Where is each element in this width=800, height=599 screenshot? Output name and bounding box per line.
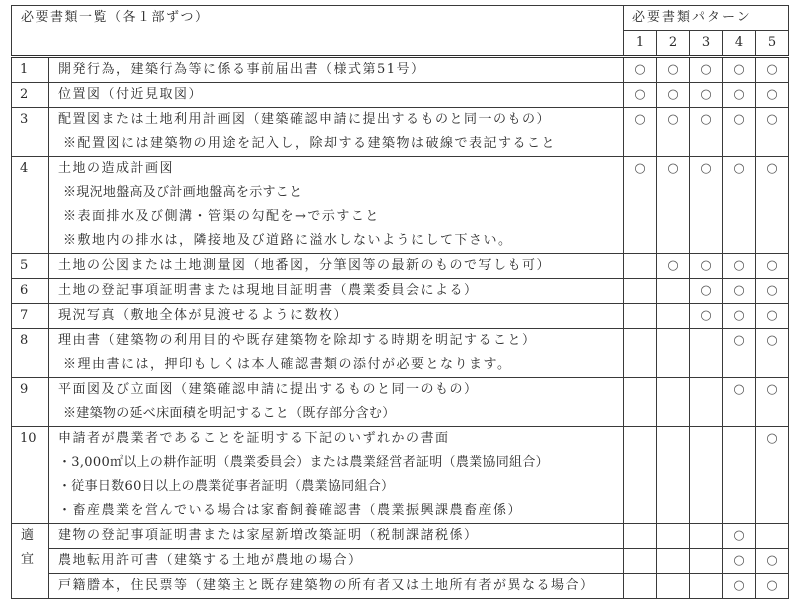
- pattern-mark: [690, 549, 723, 574]
- document-name: 配置図または土地利用計画図（建築確認申請に提出するものと同一のもの）: [58, 112, 552, 127]
- document-note: ※建築物の延べ床面積を明記すること（既存部分含む）: [63, 406, 396, 421]
- row-number: 8: [12, 329, 49, 378]
- table-row: [12, 108, 789, 157]
- pattern-mark: ○: [624, 83, 657, 108]
- table-row: [12, 427, 789, 524]
- pattern-mark: [657, 427, 690, 524]
- pattern-mark: ○: [723, 574, 756, 599]
- pattern-mark: [624, 549, 657, 574]
- pattern-mark: ○: [756, 574, 789, 599]
- pattern-mark: [624, 524, 657, 549]
- pattern-mark: [624, 329, 657, 378]
- row-number: 9: [12, 378, 49, 427]
- pattern-mark: [690, 378, 723, 427]
- pattern-mark: ○: [690, 254, 723, 279]
- pattern-mark: ○: [756, 427, 789, 524]
- document-description: [49, 549, 624, 574]
- pattern-mark: ○: [723, 83, 756, 108]
- row-number: 4: [12, 157, 49, 254]
- table-row: [12, 304, 789, 329]
- pattern-mark: [657, 524, 690, 549]
- document-description: [49, 378, 624, 427]
- pattern-mark: ○: [756, 157, 789, 254]
- document-description: [49, 108, 624, 157]
- table-row: [12, 157, 789, 254]
- pattern-mark: ○: [690, 279, 723, 304]
- document-name: 建物の登記事項証明書または家屋新増改築証明（税制課諸税係）: [58, 528, 479, 543]
- pattern-mark: ○: [690, 304, 723, 329]
- row-number: 2: [12, 83, 49, 108]
- pattern-mark: [624, 427, 657, 524]
- document-option: ・畜産農業を営んでいる場合は家畜飼養確認書（農業振興課農畜産係）: [58, 503, 523, 518]
- pattern-mark: [690, 574, 723, 599]
- as-needed-label: [12, 524, 49, 599]
- document-option: ・3,000㎡以上の耕作証明（農業委員会）または農業経営者証明（農業協同組合）: [58, 455, 549, 470]
- pattern-mark: ○: [756, 378, 789, 427]
- pattern-mark: ○: [723, 304, 756, 329]
- table-row: [12, 57, 789, 83]
- table-row: [12, 279, 789, 304]
- pattern-mark: ○: [756, 279, 789, 304]
- pattern-mark: ○: [657, 108, 690, 157]
- pattern-mark: [657, 549, 690, 574]
- pattern-mark: [624, 279, 657, 304]
- document-description: [49, 427, 624, 524]
- as-needed-label-char: 宜: [21, 552, 35, 567]
- table-title: 必要書類一覧（各１部ずつ）: [12, 6, 624, 57]
- pattern-mark: ○: [624, 108, 657, 157]
- document-name: 開発行為，建築行為等に係る事前届出書（様式第51号）: [58, 62, 426, 77]
- pattern-mark: ○: [756, 83, 789, 108]
- pattern-mark: ○: [624, 57, 657, 83]
- pattern-mark: [657, 378, 690, 427]
- table-row: [12, 524, 789, 549]
- document-name: 戸籍謄本，住民票等（建築主と既存建築物の所有者又は土地所有者が異なる場合）: [58, 578, 595, 593]
- table-row: [12, 254, 789, 279]
- document-note: ※配置図には建築物の用途を記入し，除却する建築物は破線で表記すること: [63, 136, 557, 151]
- document-name: 申請者が農業者であることを証明する下記のいずれかの書面: [58, 431, 450, 446]
- pattern-mark: ○: [756, 254, 789, 279]
- as-needed-label-char: 適: [21, 528, 35, 543]
- pattern-mark: [624, 574, 657, 599]
- document-name: 位置図（付近見取図）: [58, 87, 204, 102]
- pattern-number: 1: [624, 31, 657, 57]
- required-documents-table: [11, 5, 789, 599]
- document-name: 平面図及び立面図（建築確認申請に提出するものと同一のもの）: [58, 382, 479, 397]
- pattern-mark: [690, 427, 723, 524]
- document-note: ※敷地内の排水は，隣接地及び道路に溢水しないようにして下さい。: [63, 233, 513, 248]
- pattern-number: 5: [756, 31, 789, 57]
- pattern-mark: ○: [657, 83, 690, 108]
- table-row: [12, 378, 789, 427]
- document-description: [49, 57, 624, 83]
- document-description: [49, 254, 624, 279]
- pattern-mark: ○: [756, 57, 789, 83]
- document-note: ※理由書には，押印もしくは本人確認書類の添付が必要となります。: [63, 357, 512, 372]
- document-description: [49, 279, 624, 304]
- document-option: ・従事日数60日以上の農業従事者証明（農業協同組合）: [58, 479, 395, 494]
- document-name: 土地の公図または土地測量図（地番図，分筆図等の最新のもので写しも可）: [58, 258, 552, 273]
- document-name: 理由書（建築物の利用目的や既存建築物を除却する時期を明記すること）: [58, 333, 537, 348]
- pattern-mark: [657, 574, 690, 599]
- document-description: [49, 304, 624, 329]
- pattern-mark: [624, 254, 657, 279]
- pattern-mark: [657, 279, 690, 304]
- document-name: 現況写真（敷地全体が見渡せるように数枚）: [58, 308, 349, 323]
- document-note: ※表面排水及び側溝・管渠の勾配を→で示すこと: [63, 209, 380, 224]
- pattern-mark: ○: [723, 57, 756, 83]
- pattern-mark: [657, 304, 690, 329]
- row-number: 5: [12, 254, 49, 279]
- pattern-mark: ○: [756, 329, 789, 378]
- pattern-mark: [690, 329, 723, 378]
- pattern-mark: [756, 524, 789, 549]
- pattern-number: 4: [723, 31, 756, 57]
- table-row: [12, 574, 789, 599]
- pattern-mark: ○: [723, 157, 756, 254]
- pattern-number: 3: [690, 31, 723, 57]
- document-description: [49, 524, 624, 549]
- table-row: [12, 329, 789, 378]
- pattern-mark: ○: [723, 549, 756, 574]
- pattern-mark: ○: [756, 108, 789, 157]
- pattern-mark: ○: [723, 254, 756, 279]
- pattern-mark: [624, 378, 657, 427]
- pattern-mark: ○: [723, 279, 756, 304]
- row-number: 3: [12, 108, 49, 157]
- pattern-mark: ○: [723, 378, 756, 427]
- document-note: ※現況地盤高及び計画地盤高を示すこと: [63, 185, 303, 200]
- row-number: 10: [12, 427, 49, 524]
- pattern-mark: [690, 524, 723, 549]
- pattern-mark: ○: [723, 524, 756, 549]
- pattern-mark: ○: [690, 157, 723, 254]
- header-row: [12, 6, 789, 31]
- document-name: 農地転用許可書（建築する土地が農地の場合）: [58, 553, 363, 568]
- pattern-mark: ○: [690, 57, 723, 83]
- pattern-mark: ○: [657, 57, 690, 83]
- pattern-mark: ○: [657, 157, 690, 254]
- document-description: [49, 574, 624, 599]
- pattern-mark: ○: [690, 108, 723, 157]
- pattern-mark: ○: [690, 83, 723, 108]
- pattern-header: 必要書類パターン: [624, 6, 789, 31]
- pattern-mark: [657, 329, 690, 378]
- pattern-mark: [624, 304, 657, 329]
- row-number: 6: [12, 279, 49, 304]
- pattern-mark: ○: [723, 108, 756, 157]
- table-row: [12, 549, 789, 574]
- pattern-mark: [723, 427, 756, 524]
- document-name: 土地の登記事項証明書または現地目証明書（農業委員会による）: [58, 283, 479, 298]
- pattern-mark: ○: [756, 304, 789, 329]
- document-description: [49, 329, 624, 378]
- row-number: 1: [12, 57, 49, 83]
- pattern-mark: ○: [723, 329, 756, 378]
- pattern-mark: ○: [756, 549, 789, 574]
- table-row: [12, 83, 789, 108]
- row-number: 7: [12, 304, 49, 329]
- document-description: [49, 83, 624, 108]
- document-name: 土地の造成計画図: [58, 161, 175, 176]
- pattern-number: 2: [657, 31, 690, 57]
- document-description: [49, 157, 624, 254]
- pattern-mark: ○: [657, 254, 690, 279]
- pattern-mark: ○: [624, 157, 657, 254]
